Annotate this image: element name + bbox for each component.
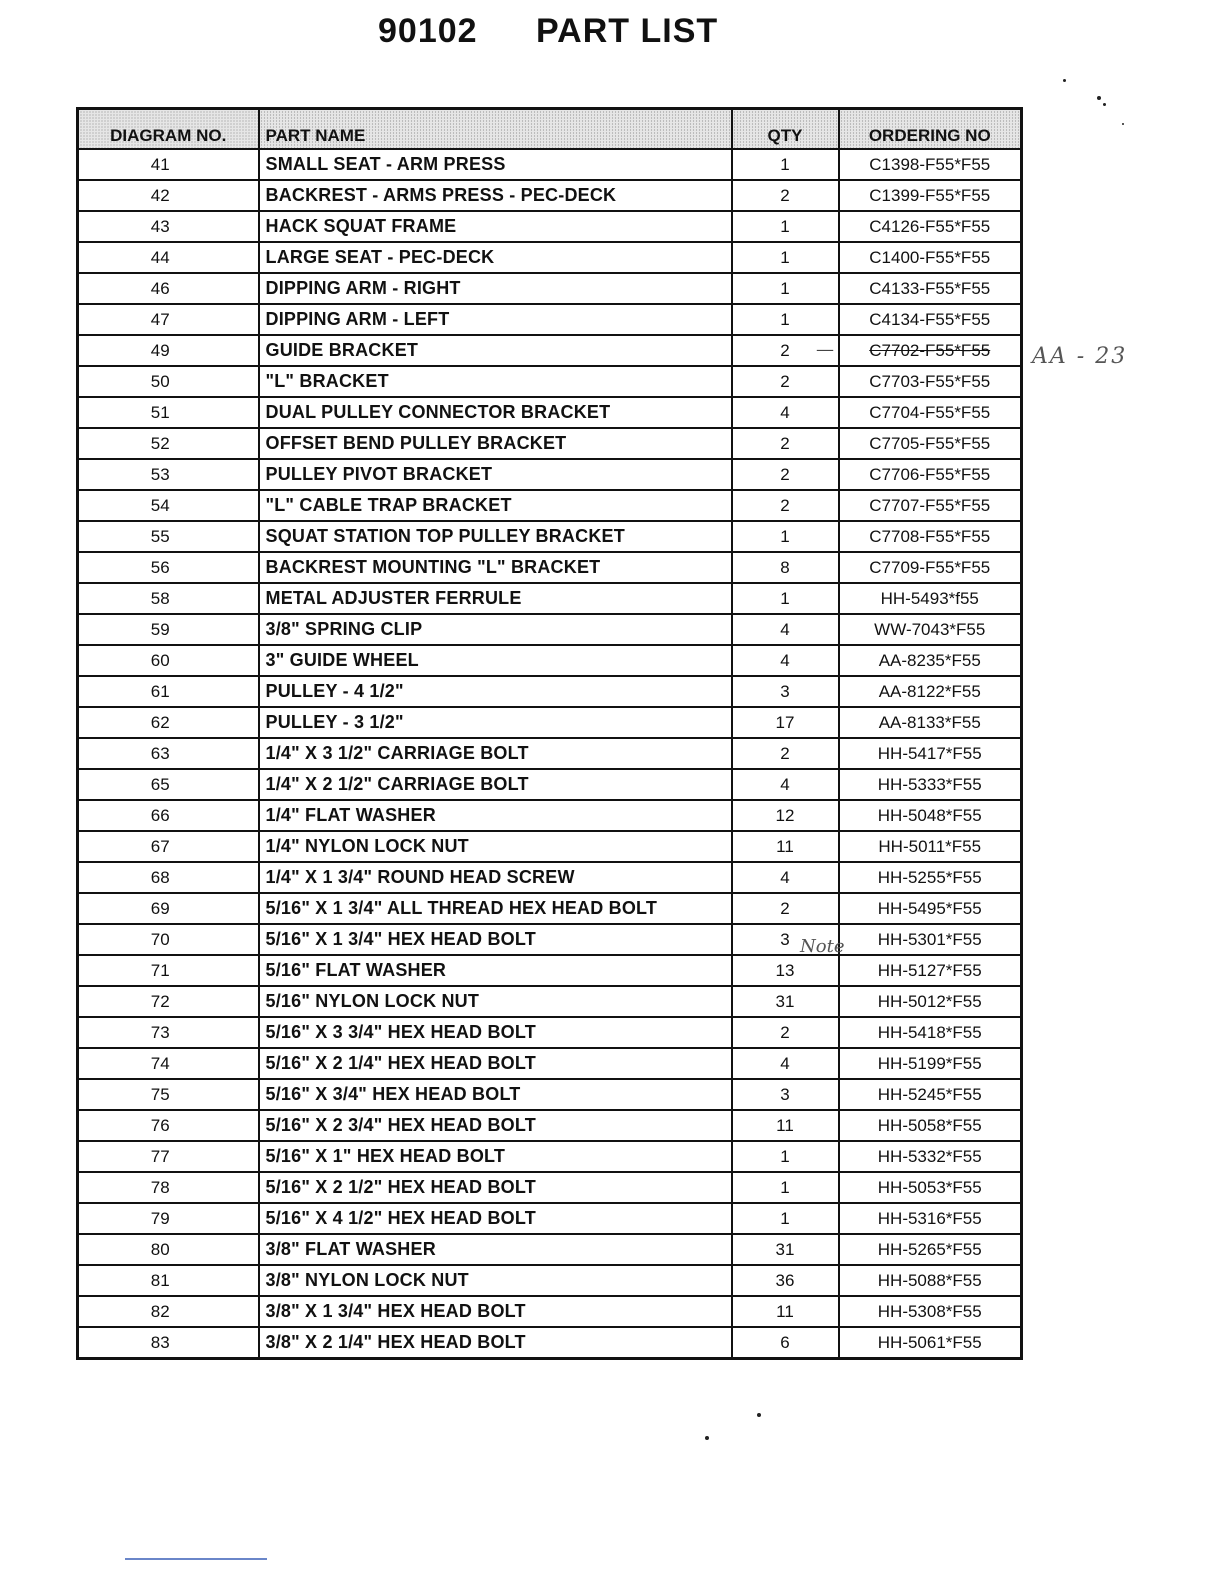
qty-cell: 31 bbox=[732, 986, 839, 1017]
diagram-no-cell: 83 bbox=[78, 1327, 259, 1359]
qty-cell: 3 bbox=[732, 676, 839, 707]
diagram-no-cell: 54 bbox=[78, 490, 259, 521]
diagram-no-cell: 58 bbox=[78, 583, 259, 614]
ordering-no-cell: HH-5058*F55 bbox=[839, 1110, 1022, 1141]
diagram-no-cell: 62 bbox=[78, 707, 259, 738]
diagram-no-cell: 68 bbox=[78, 862, 259, 893]
diagram-no-cell: 53 bbox=[78, 459, 259, 490]
ordering-no-cell: C7708-F55*F55 bbox=[839, 521, 1022, 552]
table-row bbox=[78, 490, 1022, 521]
qty-cell: 2 bbox=[732, 335, 839, 366]
title-label: PART LIST bbox=[536, 12, 719, 50]
ordering-no-cell: C1399-F55*F55 bbox=[839, 180, 1022, 211]
ordering-no-cell: C7704-F55*F55 bbox=[839, 397, 1022, 428]
ordering-no-cell: HH-5245*F55 bbox=[839, 1079, 1022, 1110]
diagram-no-cell: 75 bbox=[78, 1079, 259, 1110]
part-name-cell: SQUAT STATION TOP PULLEY BRACKET bbox=[259, 521, 732, 552]
qty-cell: 36 bbox=[732, 1265, 839, 1296]
scan-speck bbox=[1103, 103, 1106, 106]
part-name-cell: 3/8" NYLON LOCK NUT bbox=[259, 1265, 732, 1296]
part-name-cell: 5/16" X 1 3/4" HEX HEAD BOLT bbox=[259, 924, 732, 955]
part-name-cell: 1/4" FLAT WASHER bbox=[259, 800, 732, 831]
qty-cell: 1 bbox=[732, 1203, 839, 1234]
ordering-no-cell: C7705-F55*F55 bbox=[839, 428, 1022, 459]
diagram-no-cell: 80 bbox=[78, 1234, 259, 1265]
table-row bbox=[78, 769, 1022, 800]
model-number: 90102 bbox=[378, 12, 478, 50]
table-row bbox=[78, 862, 1022, 893]
diagram-no-cell: 55 bbox=[78, 521, 259, 552]
diagram-no-cell: 42 bbox=[78, 180, 259, 211]
header-part-name: PART NAME bbox=[259, 109, 732, 150]
part-name-cell: 5/16" X 2 1/4" HEX HEAD BOLT bbox=[259, 1048, 732, 1079]
ordering-no-cell: HH-5301*F55 bbox=[839, 924, 1022, 955]
table-row bbox=[78, 304, 1022, 335]
struck-ordering-no: C7702-F55*F55 bbox=[869, 340, 991, 360]
table-row bbox=[78, 1203, 1022, 1234]
ordering-no-cell: HH-5265*F55 bbox=[839, 1234, 1022, 1265]
part-name-cell: 3/8" SPRING CLIP bbox=[259, 614, 732, 645]
table-header-row bbox=[78, 109, 1022, 150]
strike-arrow-mark: — bbox=[816, 339, 834, 360]
qty-cell: 1 bbox=[732, 583, 839, 614]
ordering-no-cell: C7707-F55*F55 bbox=[839, 490, 1022, 521]
qty-cell: 1 bbox=[732, 304, 839, 335]
part-name-cell: LARGE SEAT - PEC-DECK bbox=[259, 242, 732, 273]
table-row bbox=[78, 924, 1022, 955]
part-name-cell: 5/16" X 1" HEX HEAD BOLT bbox=[259, 1141, 732, 1172]
table-row bbox=[78, 955, 1022, 986]
qty-cell: 2 bbox=[732, 1017, 839, 1048]
qty-cell: 2 bbox=[732, 366, 839, 397]
parts-table-body bbox=[78, 149, 1022, 1359]
table-row bbox=[78, 893, 1022, 924]
ordering-no-cell: HH-5316*F55 bbox=[839, 1203, 1022, 1234]
table-row bbox=[78, 211, 1022, 242]
qty-cell: 1 bbox=[732, 1141, 839, 1172]
qty-cell: 1 bbox=[732, 211, 839, 242]
table-row bbox=[78, 552, 1022, 583]
part-name-cell: 3/8" X 1 3/4" HEX HEAD BOLT bbox=[259, 1296, 732, 1327]
diagram-no-cell: 69 bbox=[78, 893, 259, 924]
table-row bbox=[78, 583, 1022, 614]
ordering-no-cell: HH-5495*F55 bbox=[839, 893, 1022, 924]
page-title bbox=[378, 12, 718, 51]
table-row bbox=[78, 149, 1022, 180]
qty-cell: 6 bbox=[732, 1327, 839, 1359]
table-row bbox=[78, 428, 1022, 459]
part-name-cell: 5/16" X 3/4" HEX HEAD BOLT bbox=[259, 1079, 732, 1110]
table-row bbox=[78, 614, 1022, 645]
part-name-cell: DIPPING ARM - LEFT bbox=[259, 304, 732, 335]
ordering-no-cell: HH-5053*F55 bbox=[839, 1172, 1022, 1203]
diagram-no-cell: 71 bbox=[78, 955, 259, 986]
ordering-no-cell: HH-5012*F55 bbox=[839, 986, 1022, 1017]
part-name-cell: DIPPING ARM - RIGHT bbox=[259, 273, 732, 304]
header-ordering-no: ORDERING NO bbox=[839, 109, 1022, 150]
diagram-no-cell: 66 bbox=[78, 800, 259, 831]
qty-cell: 2 bbox=[732, 893, 839, 924]
scan-speck bbox=[1122, 123, 1124, 125]
part-name-cell: PULLEY - 4 1/2" bbox=[259, 676, 732, 707]
scan-speck bbox=[1097, 96, 1101, 100]
qty-cell: 11 bbox=[732, 831, 839, 862]
ordering-no-cell: HH-5308*F55 bbox=[839, 1296, 1022, 1327]
diagram-no-cell: 43 bbox=[78, 211, 259, 242]
table-row bbox=[78, 800, 1022, 831]
ordering-no-cell: HH-5061*F55 bbox=[839, 1327, 1022, 1359]
ordering-no-cell: HH-5127*F55 bbox=[839, 955, 1022, 986]
diagram-no-cell: 52 bbox=[78, 428, 259, 459]
ordering-no-cell: C7703-F55*F55 bbox=[839, 366, 1022, 397]
part-name-cell: 1/4" NYLON LOCK NUT bbox=[259, 831, 732, 862]
diagram-no-cell: 60 bbox=[78, 645, 259, 676]
header-qty: QTY bbox=[732, 109, 839, 150]
diagram-no-cell: 74 bbox=[78, 1048, 259, 1079]
table-row bbox=[78, 1327, 1022, 1359]
part-name-cell: 5/16" X 2 3/4" HEX HEAD BOLT bbox=[259, 1110, 732, 1141]
bottom-rule bbox=[125, 1558, 267, 1560]
part-name-cell: 5/16" FLAT WASHER bbox=[259, 955, 732, 986]
part-name-cell: PULLEY - 3 1/2" bbox=[259, 707, 732, 738]
scan-speck bbox=[1063, 79, 1066, 82]
ordering-no-cell: C7706-F55*F55 bbox=[839, 459, 1022, 490]
part-name-cell: 3/8" FLAT WASHER bbox=[259, 1234, 732, 1265]
diagram-no-cell: 46 bbox=[78, 273, 259, 304]
table-row bbox=[78, 1172, 1022, 1203]
header-diagram-no: DIAGRAM NO. bbox=[78, 109, 259, 150]
part-name-cell: 3/8" X 2 1/4" HEX HEAD BOLT bbox=[259, 1327, 732, 1359]
diagram-no-cell: 70 bbox=[78, 924, 259, 955]
part-name-cell: DUAL PULLEY CONNECTOR BRACKET bbox=[259, 397, 732, 428]
table-row bbox=[78, 1110, 1022, 1141]
ordering-no-cell: HH-5332*F55 bbox=[839, 1141, 1022, 1172]
ordering-no-cell: C7709-F55*F55 bbox=[839, 552, 1022, 583]
qty-cell: 3 bbox=[732, 1079, 839, 1110]
table-row bbox=[78, 676, 1022, 707]
part-name-cell: PULLEY PIVOT BRACKET bbox=[259, 459, 732, 490]
diagram-no-cell: 76 bbox=[78, 1110, 259, 1141]
table-row bbox=[78, 1048, 1022, 1079]
qty-cell: 11 bbox=[732, 1110, 839, 1141]
part-name-cell: 3" GUIDE WHEEL bbox=[259, 645, 732, 676]
qty-cell: 2 bbox=[732, 738, 839, 769]
table-row bbox=[78, 986, 1022, 1017]
diagram-no-cell: 47 bbox=[78, 304, 259, 335]
qty-cell: 1 bbox=[732, 273, 839, 304]
diagram-no-cell: 63 bbox=[78, 738, 259, 769]
table-row bbox=[78, 645, 1022, 676]
ordering-no-cell: HH-5199*F55 bbox=[839, 1048, 1022, 1079]
qty-cell: 4 bbox=[732, 614, 839, 645]
part-name-cell: 5/16" X 4 1/2" HEX HEAD BOLT bbox=[259, 1203, 732, 1234]
handwritten-row-note: Note bbox=[800, 936, 845, 957]
qty-cell: 12 bbox=[732, 800, 839, 831]
table-row bbox=[78, 707, 1022, 738]
diagram-no-cell: 67 bbox=[78, 831, 259, 862]
diagram-no-cell: 41 bbox=[78, 149, 259, 180]
part-name-cell: "L" BRACKET bbox=[259, 366, 732, 397]
ordering-no-cell: C4126-F55*F55 bbox=[839, 211, 1022, 242]
table-row bbox=[78, 335, 1022, 366]
part-name-cell: GUIDE BRACKET bbox=[259, 335, 732, 366]
ordering-no-cell bbox=[839, 335, 1022, 366]
qty-cell: 4 bbox=[732, 862, 839, 893]
qty-cell: 2 bbox=[732, 459, 839, 490]
table-row bbox=[78, 242, 1022, 273]
ordering-no-cell: C4134-F55*F55 bbox=[839, 304, 1022, 335]
table-row bbox=[78, 1079, 1022, 1110]
table-row bbox=[78, 459, 1022, 490]
qty-cell: 1 bbox=[732, 1172, 839, 1203]
part-name-cell: BACKREST MOUNTING "L" BRACKET bbox=[259, 552, 732, 583]
scan-speck bbox=[705, 1436, 709, 1440]
table-row bbox=[78, 1234, 1022, 1265]
diagram-no-cell: 72 bbox=[78, 986, 259, 1017]
qty-cell: 4 bbox=[732, 645, 839, 676]
qty-cell: 2 bbox=[732, 490, 839, 521]
scan-speck bbox=[757, 1413, 761, 1417]
ordering-no-cell: HH-5418*F55 bbox=[839, 1017, 1022, 1048]
qty-cell: 11 bbox=[732, 1296, 839, 1327]
ordering-no-cell: C1398-F55*F55 bbox=[839, 149, 1022, 180]
part-name-cell: 5/16" X 2 1/2" HEX HEAD BOLT bbox=[259, 1172, 732, 1203]
ordering-no-cell: HH-5048*F55 bbox=[839, 800, 1022, 831]
table-row bbox=[78, 1265, 1022, 1296]
table-row bbox=[78, 180, 1022, 211]
table-row bbox=[78, 521, 1022, 552]
qty-cell: 4 bbox=[732, 769, 839, 800]
table-row bbox=[78, 366, 1022, 397]
ordering-no-cell: AA-8122*F55 bbox=[839, 676, 1022, 707]
ordering-no-cell: HH-5333*F55 bbox=[839, 769, 1022, 800]
table-row bbox=[78, 1017, 1022, 1048]
part-name-cell: BACKREST - ARMS PRESS - PEC-DECK bbox=[259, 180, 732, 211]
diagram-no-cell: 78 bbox=[78, 1172, 259, 1203]
part-name-cell: 1/4" X 2 1/2" CARRIAGE BOLT bbox=[259, 769, 732, 800]
part-name-cell: METAL ADJUSTER FERRULE bbox=[259, 583, 732, 614]
qty-cell: 13 bbox=[732, 955, 839, 986]
table-row bbox=[78, 273, 1022, 304]
diagram-no-cell: 44 bbox=[78, 242, 259, 273]
qty-cell: 17 bbox=[732, 707, 839, 738]
part-name-cell: 5/16" NYLON LOCK NUT bbox=[259, 986, 732, 1017]
ordering-no-cell: AA-8235*F55 bbox=[839, 645, 1022, 676]
table-row bbox=[78, 397, 1022, 428]
parts-table bbox=[76, 107, 1023, 1360]
diagram-no-cell: 82 bbox=[78, 1296, 259, 1327]
qty-cell: 8 bbox=[732, 552, 839, 583]
ordering-no-cell: WW-7043*F55 bbox=[839, 614, 1022, 645]
table-row bbox=[78, 1141, 1022, 1172]
part-name-cell: SMALL SEAT - ARM PRESS bbox=[259, 149, 732, 180]
ordering-no-cell: HH-5417*F55 bbox=[839, 738, 1022, 769]
part-name-cell: 1/4" X 1 3/4" ROUND HEAD SCREW bbox=[259, 862, 732, 893]
diagram-no-cell: 51 bbox=[78, 397, 259, 428]
diagram-no-cell: 61 bbox=[78, 676, 259, 707]
part-name-cell: 5/16" X 3 3/4" HEX HEAD BOLT bbox=[259, 1017, 732, 1048]
qty-cell: 2 bbox=[732, 180, 839, 211]
table-row bbox=[78, 831, 1022, 862]
qty-cell: 4 bbox=[732, 1048, 839, 1079]
qty-cell: 1 bbox=[732, 242, 839, 273]
diagram-no-cell: 81 bbox=[78, 1265, 259, 1296]
ordering-no-cell: AA-8133*F55 bbox=[839, 707, 1022, 738]
diagram-no-cell: 65 bbox=[78, 769, 259, 800]
qty-cell: 2 bbox=[732, 428, 839, 459]
part-name-cell: 5/16" X 1 3/4" ALL THREAD HEX HEAD BOLT bbox=[259, 893, 732, 924]
qty-cell: 4 bbox=[732, 397, 839, 428]
part-name-cell: 1/4" X 3 1/2" CARRIAGE BOLT bbox=[259, 738, 732, 769]
ordering-no-cell: C4133-F55*F55 bbox=[839, 273, 1022, 304]
part-name-cell: "L" CABLE TRAP BRACKET bbox=[259, 490, 732, 521]
part-name-cell: OFFSET BEND PULLEY BRACKET bbox=[259, 428, 732, 459]
diagram-no-cell: 77 bbox=[78, 1141, 259, 1172]
qty-cell: 31 bbox=[732, 1234, 839, 1265]
qty-cell: 3 bbox=[732, 924, 839, 955]
qty-cell: 1 bbox=[732, 149, 839, 180]
ordering-no-cell: HH-5255*F55 bbox=[839, 862, 1022, 893]
ordering-no-cell: HH-5088*F55 bbox=[839, 1265, 1022, 1296]
table-row bbox=[78, 1296, 1022, 1327]
qty-cell: 1 bbox=[732, 521, 839, 552]
diagram-no-cell: 50 bbox=[78, 366, 259, 397]
diagram-no-cell: 79 bbox=[78, 1203, 259, 1234]
diagram-no-cell: 49 bbox=[78, 335, 259, 366]
diagram-no-cell: 59 bbox=[78, 614, 259, 645]
ordering-no-cell: HH-5011*F55 bbox=[839, 831, 1022, 862]
part-name-cell: HACK SQUAT FRAME bbox=[259, 211, 732, 242]
handwritten-replacement-note: AA - 23 bbox=[1032, 344, 1128, 369]
diagram-no-cell: 73 bbox=[78, 1017, 259, 1048]
ordering-no-cell: HH-5493*f55 bbox=[839, 583, 1022, 614]
table-row bbox=[78, 738, 1022, 769]
ordering-no-cell: C1400-F55*F55 bbox=[839, 242, 1022, 273]
diagram-no-cell: 56 bbox=[78, 552, 259, 583]
